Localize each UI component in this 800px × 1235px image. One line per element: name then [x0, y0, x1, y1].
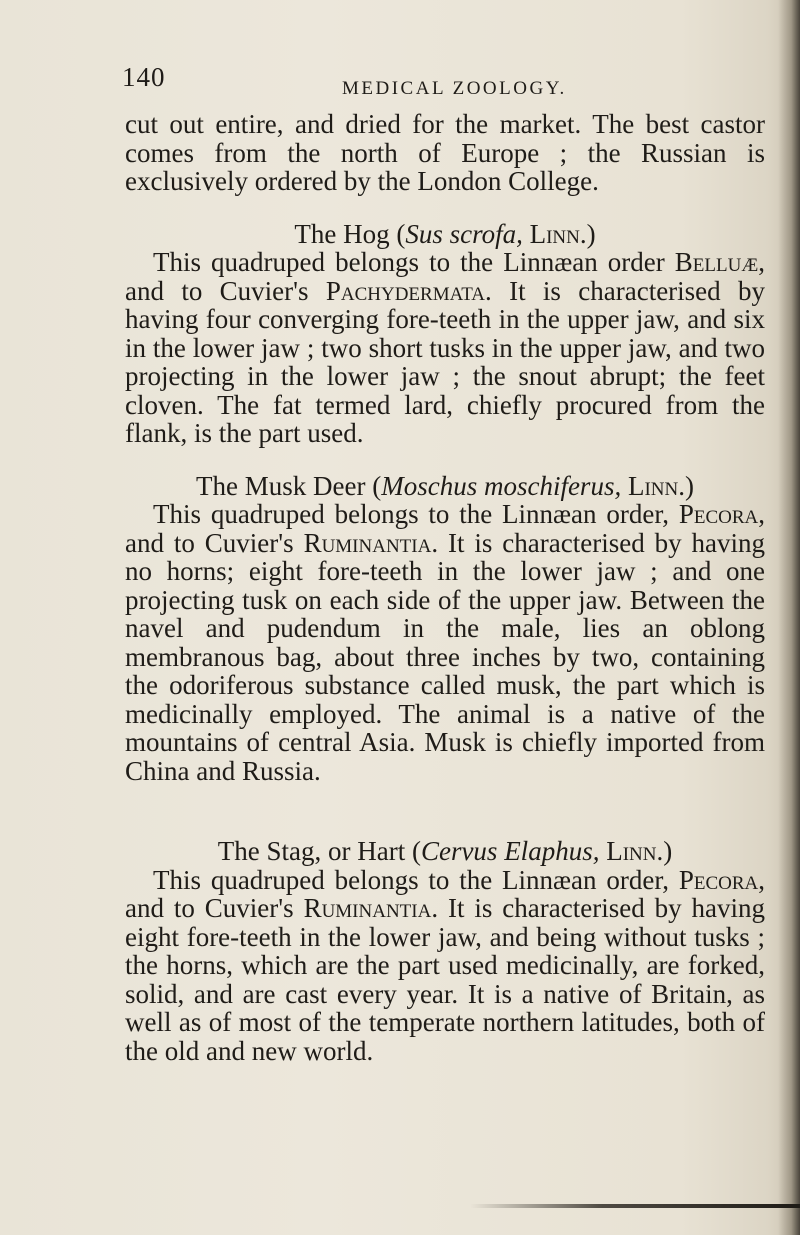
stag-family: Ruminantia.	[303, 893, 439, 923]
hog-text-a: This quadruped belongs to the Linnæan order	[153, 247, 675, 277]
running-title: MEDICAL ZOOLOGY.	[342, 78, 567, 99]
intro-paragraph: cut out entire, and dried for the market. The best castor comes from the north of Europe ; the Russian is exclusively ordered by the London College.	[125, 109, 765, 196]
musk-order: Pecora,	[678, 499, 765, 529]
musk-latin-name: Moschus moschiferus,	[381, 470, 622, 501]
hog-order: Belluæ,	[674, 247, 765, 277]
musk-text-a: This quadruped belongs to the Linnæan order,	[153, 499, 679, 529]
musk-family: Ruminantia.	[303, 527, 439, 558]
stag-text-a: This quadruped belongs to the Linnæan order,	[153, 864, 679, 895]
stag-heading-pre: The Stag, or Hart (	[217, 836, 421, 866]
musk-deer-paragraph	[125, 500, 765, 785]
hog-latin-name: Sus scrofa,	[405, 218, 523, 249]
musk-deer-heading	[125, 472, 765, 501]
page-edge-shadow	[778, 0, 800, 1235]
hog-text-c: It is characterised by having four converging fore-teeth in the upper jaw, and six in the lower jaw ; two short tusks in the upper jaw, and two projecting in the lower jaw ; the snout abrupt; the feet cloven. The fat termed lard, chiefly procured from the flank, is the part used.	[125, 275, 765, 448]
stag-order: Pecora,	[678, 864, 765, 895]
hog-heading	[125, 220, 765, 249]
stag-text-c: It is characterised by having eight fore-teeth in the lower jaw, and being without tusks ; the horns, which are the part used medicinally, are forked, solid, and are cast every year. It is a native of Britain, as well as of most of the temperate northern latitudes, both of the old and new world.	[125, 893, 765, 1066]
spacer	[125, 448, 765, 472]
stag-text-b: and to Cuvier's	[125, 893, 304, 923]
stag-heading	[125, 837, 765, 866]
text-column	[125, 110, 765, 1065]
stag-heading-post: Linn.)	[599, 836, 673, 866]
page-header	[122, 62, 782, 102]
musk-text-b: and to Cuvier's	[125, 527, 304, 558]
hog-heading-pre: The Hog (	[294, 218, 406, 249]
stag-paragraph	[125, 866, 765, 1066]
page-number: 140	[122, 62, 166, 92]
stag-latin-name: Cervus Elaphus,	[420, 836, 600, 866]
hog-heading-post: Linn.)	[522, 218, 596, 249]
hog-family: Pachydermata.	[325, 275, 492, 306]
musk-heading-pre: The Musk Deer (	[196, 470, 382, 501]
musk-text-c: It is characterised by having no horns; eight fore-teeth in the lower jaw ; and one projecting tusk on each side of the upper jaw. Between the navel and pudendum in the male, lies an oblong membranous bag, about three inches by two, containing the odoriferous substance called musk, the part which is medicinally employed. The animal is a native of the mountains of central Asia. Musk is chiefly imported from China and Russia.	[125, 527, 765, 786]
spacer	[125, 785, 765, 837]
hog-paragraph	[125, 248, 765, 448]
hog-text-b: and to Cuvier's	[125, 275, 326, 306]
bottom-edge-line	[470, 1204, 800, 1208]
spacer	[125, 196, 765, 220]
musk-heading-post: Linn.)	[621, 470, 694, 501]
